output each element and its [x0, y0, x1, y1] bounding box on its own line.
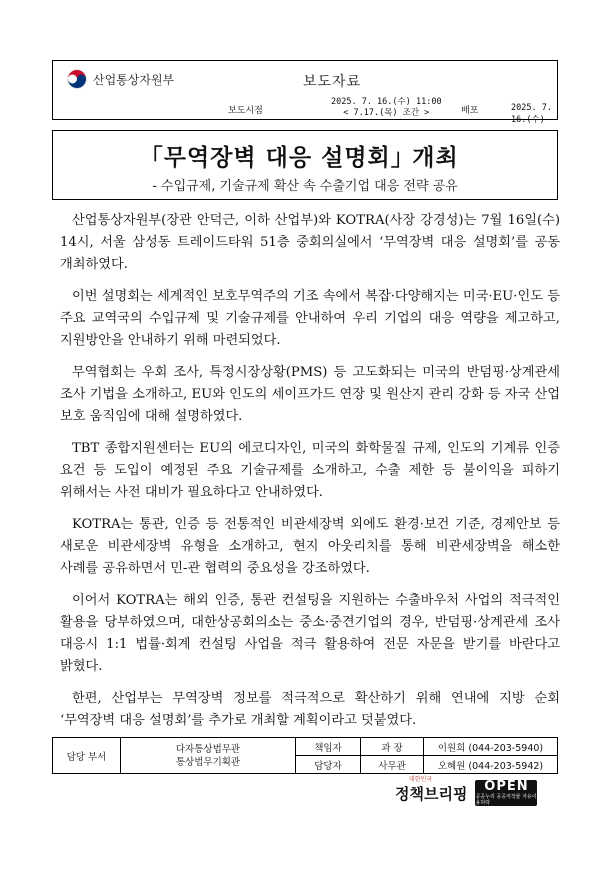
header-release-row [53, 95, 557, 125]
header-top-row [53, 61, 557, 95]
release-time: 2025. 7. 16.(수) 11:00 [331, 97, 442, 107]
paragraph: TBT 종합지원센터는 EU의 에코디자인, 미국의 화학물질 규제, 인도의 기계류 인증 요건 등 도입이 예정된 주요 기술규제를 소개하고, 수출 제한 등 불이익을 피하기 위해서는 사전 대비가 필요하다고 안내하였다. [60, 441, 560, 500]
dept-names [121, 738, 296, 774]
paragraph: 이어서 KOTRA는 해외 인증, 통관 컨설팅을 지원하는 수출바우처 사업의 적극적인 활용을 당부하였으며, 대한상공회의소는 중소·중견기업의 경우, 반덤핑·상계관세 조사 대응시 1:1 법률·회계 컨설팅 사업을 적극 활용하여 전문 자문을 받기를 바란다고 밝혔다. [60, 593, 560, 674]
kogl-open-logo [475, 780, 537, 806]
dept-label: 담당 부서 [53, 738, 121, 774]
paragraph: 산업통상자원부(장관 안덕근, 이하 산업부)와 KOTRA(사장 강경성)는 7월 16일(수) 14시, 서울 삼성동 트레이드타워 51층 중회의실에서 ‘무역장벽 대응 설명회’를 공동 개최하였다. [60, 213, 560, 272]
policy-briefing-country: 대한민국 [409, 775, 433, 783]
policy-briefing-name: 정책브리핑 [395, 784, 468, 803]
open-logo-title: OPEN [484, 779, 529, 794]
contact-title: 과 장 [361, 738, 424, 756]
press-body [60, 210, 560, 742]
title-box [52, 130, 558, 200]
taegeuk-logo-icon [67, 69, 87, 89]
paragraph: 이번 설명회는 세계적인 보호무역주의 기조 속에서 복잡·다양해지는 미국·EU·인도 등 주요 교역국의 수입규제 및 기술규제를 안내하여 우리 기업의 대응 역량을 제고하고, 지원방안을 안내하기 위해 마련되었다. [60, 289, 560, 348]
contact-info: 오혜원 (044-203-5942) [424, 756, 558, 774]
page-subtitle: - 수입규제, 기술규제 확산 속 수출기업 대응 전략 공유 [152, 179, 458, 194]
contact-info: 이원희 (044-203-5940) [424, 738, 558, 756]
release-time-block [331, 97, 442, 119]
paragraph: KOTRA는 통관, 인증 등 전통적인 비관세장벽 외에도 환경·보건 기준, 경제안보 등 새로운 비관세장벽 유형을 소개하고, 현지 아웃리치를 통해 비관세장벽을 해소한 사례를 공유하면서 민-관 협력의 중요성을 강조하였다. [60, 517, 560, 576]
doc-type: 보도자료 [303, 74, 362, 90]
dept-name: 다자통상법무관 [175, 743, 241, 755]
footer-logos [395, 775, 537, 806]
contact-role: 담당자 [296, 756, 361, 774]
contact-row [53, 738, 558, 756]
open-logo-subtitle: 공공누리 공공저작물 자유이용허락 [475, 794, 537, 806]
dept-name: 통상법무기획관 [175, 756, 241, 768]
paragraph: 무역협회는 우회 조사, 특정시장상황(PMS) 등 고도화되는 미국의 반덤핑·상계관세 조사 기법을 소개하고, EU와 인도의 세이프가드 연장 및 원산지 관리 강화 등 자국 산업 보호 움직임에 대해 설명하였다. [60, 365, 560, 424]
distribution-date: 2025. 7. 16.(수) [511, 103, 552, 125]
policy-briefing-logo [395, 775, 468, 804]
press-header [52, 60, 558, 125]
page-title: ｢무역장벽 대응 설명회｣ 개최 [151, 145, 459, 171]
paragraph: 한편, 산업부는 무역장벽 정보를 적극적으로 확산하기 위해 연내에 지방 순회 ‘무역장벽 대응 설명회’를 추가로 개최할 계획이라고 덧붙였다. [60, 691, 560, 728]
contact-table [52, 737, 558, 774]
release-note: < 7.17.(목) 조간 > [343, 108, 430, 118]
contact-role: 책임자 [296, 738, 361, 756]
release-label: 보도시점 [228, 106, 263, 116]
ministry-logo [67, 69, 174, 89]
contact-title: 사무관 [361, 756, 424, 774]
ministry-name: 산업통상자원부 [93, 72, 175, 87]
distribution-label: 배포 [461, 106, 479, 116]
